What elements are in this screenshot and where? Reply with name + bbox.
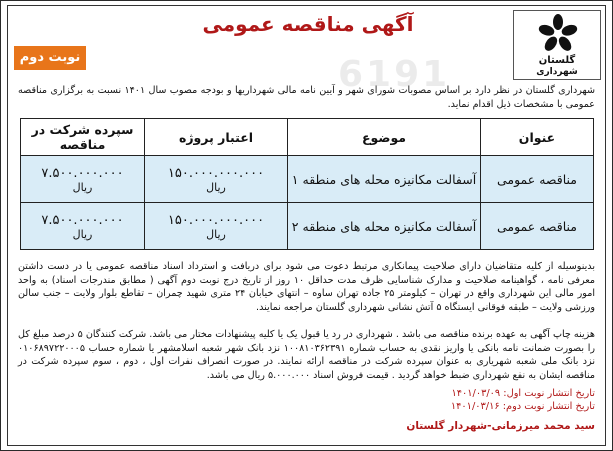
watermark: 6191 xyxy=(338,54,451,95)
row-title: مناقصه عمومی xyxy=(481,156,594,203)
notice-frame xyxy=(7,5,606,446)
row-credit xyxy=(145,156,288,203)
header-subject: موضوع xyxy=(288,119,481,156)
table-header-row xyxy=(21,119,594,156)
page-title: آگهی مناقصه عمومی xyxy=(202,12,414,36)
deposit-unit: ریال xyxy=(72,180,93,194)
table-row xyxy=(21,156,594,203)
credit-unit: ریال xyxy=(206,180,226,194)
round-badge: نوبت دوم xyxy=(14,46,86,70)
table-row xyxy=(21,203,594,250)
header-deposit: سپرده شرکت در مناقصه xyxy=(21,119,145,156)
publication-dates xyxy=(18,387,595,413)
credit-amount: ۱۵۰.۰۰۰.۰۰۰.۰۰۰ xyxy=(167,165,265,181)
row-deposit xyxy=(21,156,145,203)
row-subject: آسفالت مکانیزه محله های منطقه ۱ xyxy=(288,156,481,203)
flower-logo-icon xyxy=(536,14,580,54)
tender-table xyxy=(20,118,594,250)
row-title: مناقصه عمومی xyxy=(481,203,594,250)
logo-subtext: شهرداری xyxy=(536,67,578,77)
intro-paragraph: شهرداری گلستان در نظر دارد بر اساس مصوبات شورای شهر و آیین نامه مالی شهرداریها و بودجه مصوب سال ۱۴۰۱ نسبت به برگزاری مناقصه عمومی با مشخصات ذیل اقدام نماید. xyxy=(18,85,595,110)
credit-amount: ۱۵۰.۰۰۰.۰۰۰.۰۰۰ xyxy=(167,212,265,228)
header-title: عنوان xyxy=(481,119,594,156)
row-subject: آسفالت مکانیزه محله های منطقه ۲ xyxy=(288,203,481,250)
deposit-unit: ریال xyxy=(72,227,93,241)
municipality-logo xyxy=(513,10,601,80)
row-credit xyxy=(145,203,288,250)
signature: سید محمد میرزمانی-شهردار گلستان xyxy=(406,420,595,432)
conditions-paragraph: بدینوسیله از کلیه متقاضیان دارای صلاحیت پیمانکاری مرتبط دعوت می شود برای دریافت و استرداد اسناد مناقصه عمومی یا در دست داشتن معرفی نامه ، گواهینامه صلاحیت و مدارک شناسایی ظرف مدت حداقل ۱۰ روز از تاریخ درج نوبت دوم آگهی ( مطابق مندرجات اسناد) به واحد امور مالی این شهرداری واقع در تهران – کیلومتر ۲۵ جاده تهران ساوه – انتهای خیابان ۲۴ متری شهید چمران – تقاطع بلوار ولایت – جنب سالن ورزشی ولایت – طبقه فوقانی ایستگاه ۵ آتش نشانی شهرداری گلستان مراجعه نمایند. xyxy=(18,261,596,313)
first-publication-date: تاریخ انتشار نوبت اول: ۱۴۰۱/۰۳/۰۹ xyxy=(451,388,595,399)
deposit-amount: ۷.۵۰۰.۰۰۰.۰۰۰ xyxy=(41,212,124,228)
credit-unit: ریال xyxy=(206,227,226,241)
row-deposit xyxy=(21,203,145,250)
fee-paragraph: هزینه چاپ آگهی به عهده برنده مناقصه می باشد . شهرداری در رد یا قبول یک یا کلیه پیشنهادات مختار می باشد. شرکت کنندگان ۵ درصد مبلغ کل را بصورت ضمانت نامه بانکی یا واریز نقدی به حساب شماره ۱۰۰۸۱۰۳۶۲۳۹۱ نزد بانک شهر شعبه اسلامشهر یا شماره حساب ۰۱۰۶۸۹۷۲۲۰۰۰۵ نزد بانک ملی شعبه شهریاری به عنوان سپرده شرکت در مناقصه ارائه نمایند. در صورت انصراف نفرات اول ، دوم ، سوم سپرده شرکت در مناقصه ایشان به نفع شهرداری ضبط خواهد گردید . قیمت فروش اسناد ۵.۰۰۰.۰۰۰ ریال می باشد. xyxy=(18,329,595,381)
header-credit: اعتبار پروژه xyxy=(145,119,288,156)
deposit-amount: ۷.۵۰۰.۰۰۰.۰۰۰ xyxy=(41,165,124,181)
logo-text: گلستان xyxy=(538,55,576,66)
second-publication-date: تاریخ انتشار نوبت دوم: ۱۴۰۱/۰۳/۱۶ xyxy=(450,401,595,412)
